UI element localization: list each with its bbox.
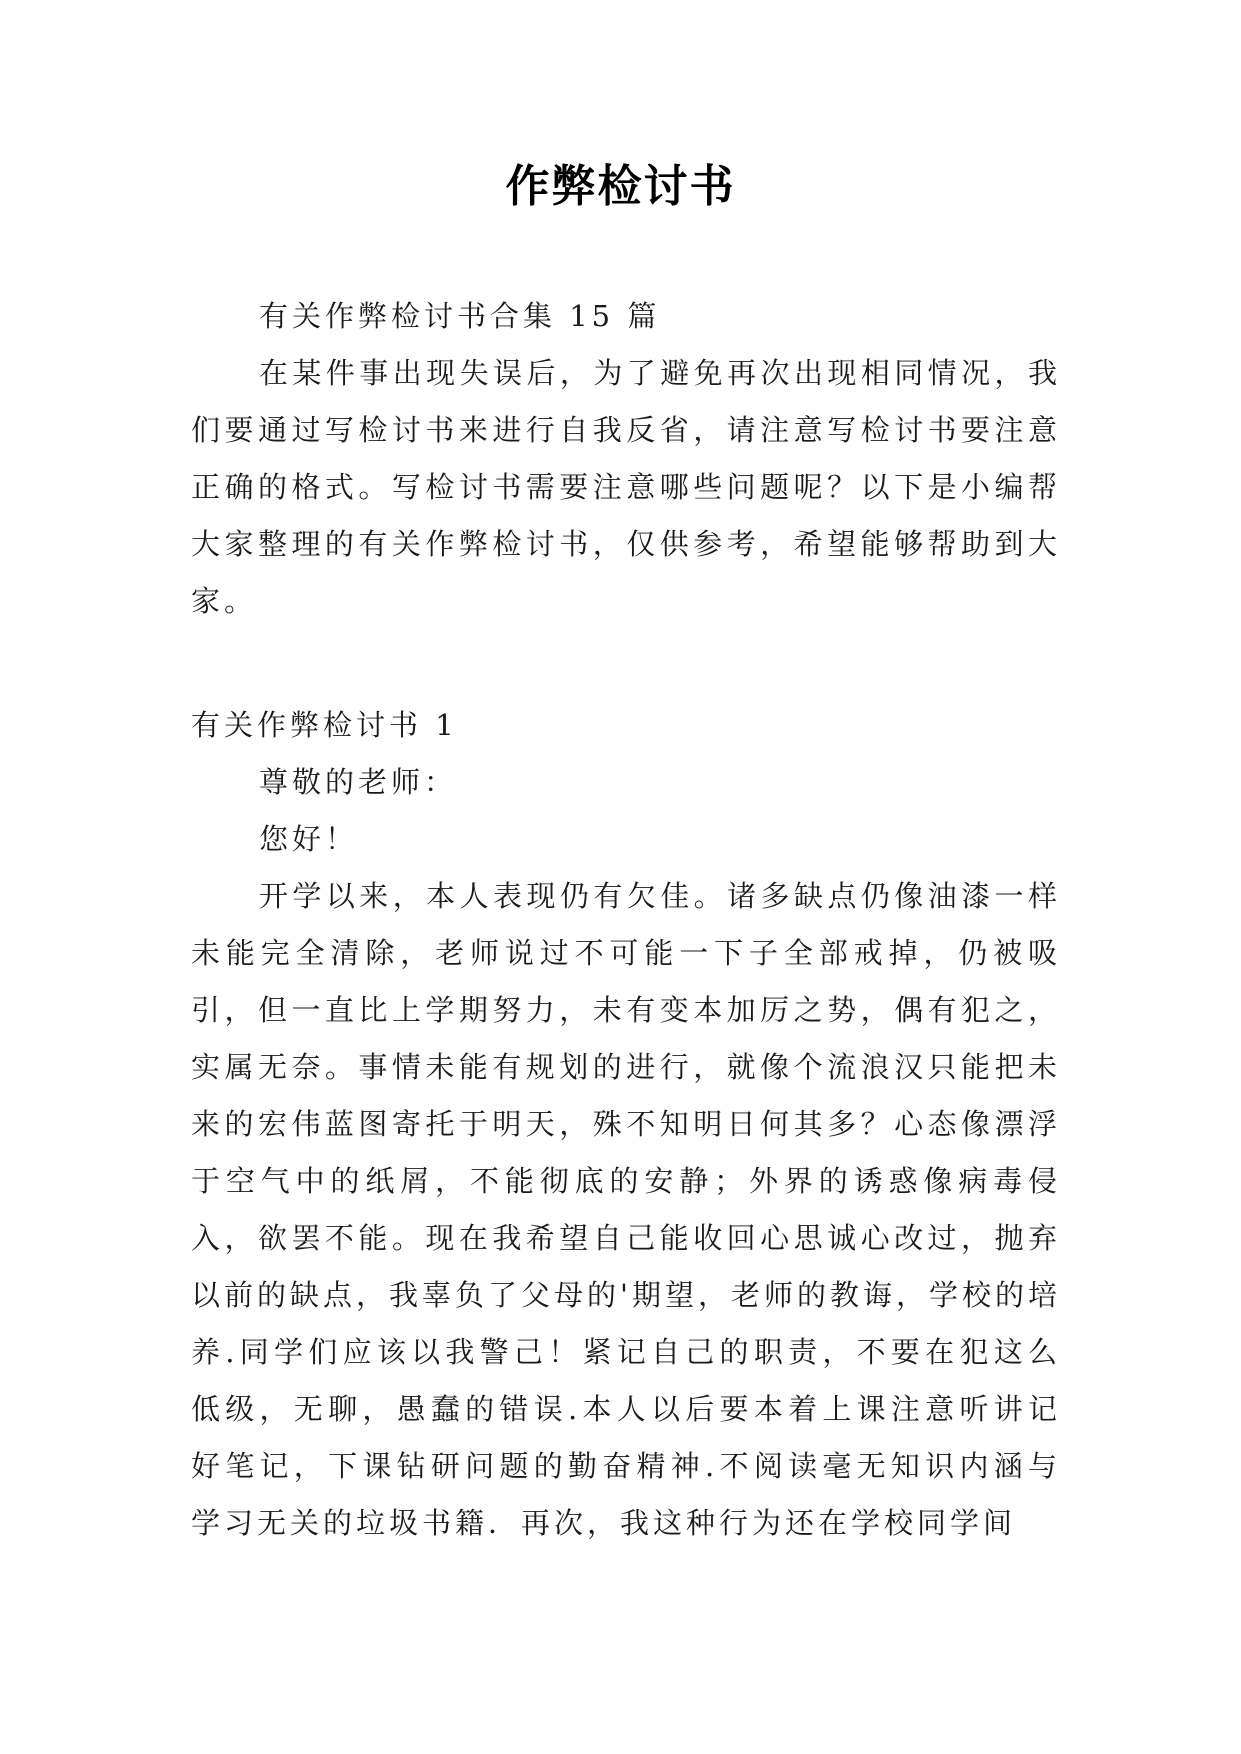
section-1: [191, 697, 1061, 1552]
salutation: 尊敬的老师：: [259, 765, 458, 799]
document-title: 作弊检讨书: [505, 161, 736, 212]
section-heading: 有关作弊检讨书 1: [191, 708, 458, 742]
intro-block: [191, 288, 1061, 630]
document-subtitle: 有关作弊检讨书合集 15 篇: [259, 299, 661, 333]
greeting: 您好！: [259, 822, 359, 856]
intro-paragraph: 在某件事出现失误后，为了避免再次出现相同情况，我们要通过写检讨书来进行自我反省，请注意写检讨书要注意正确的格式。写检讨书需要注意哪些问题呢？以下是小编帮大家整理的有关作弊检讨书，仅供参考，希望能够帮助到大家。: [191, 356, 1061, 618]
body-paragraph: 开学以来，本人表现仍有欠佳。诸多缺点仍像油漆一样未能完全清除，老师说过不可能一下子全部戒掉，仍被吸引，但一直比上学期努力，未有变本加厉之势，偶有犯之，实属无奈。事情未能有规划的进行，就像个流浪汉只能把未来的宏伟蓝图寄托于明天，殊不知明日何其多？心态像漂浮于空气中的纸屑，不能彻底的安静；外界的诱惑像病毒侵入，欲罢不能。现在我希望自己能收回心思诚心改过，抛弃以前的缺点，我辜负了父母的'期望，老师的教诲，学校的培养.同学们应该以我警己！紧记自己的职责，不要在犯这么低级，无聊，愚蠢的错误.本人以后要本着上课注意听讲记好笔记，下课钻研问题的勤奋精神.不阅读毫无知识内涵与学习无关的垃圾书籍．再次，我这种行为还在学校同学间: [191, 879, 1061, 1540]
